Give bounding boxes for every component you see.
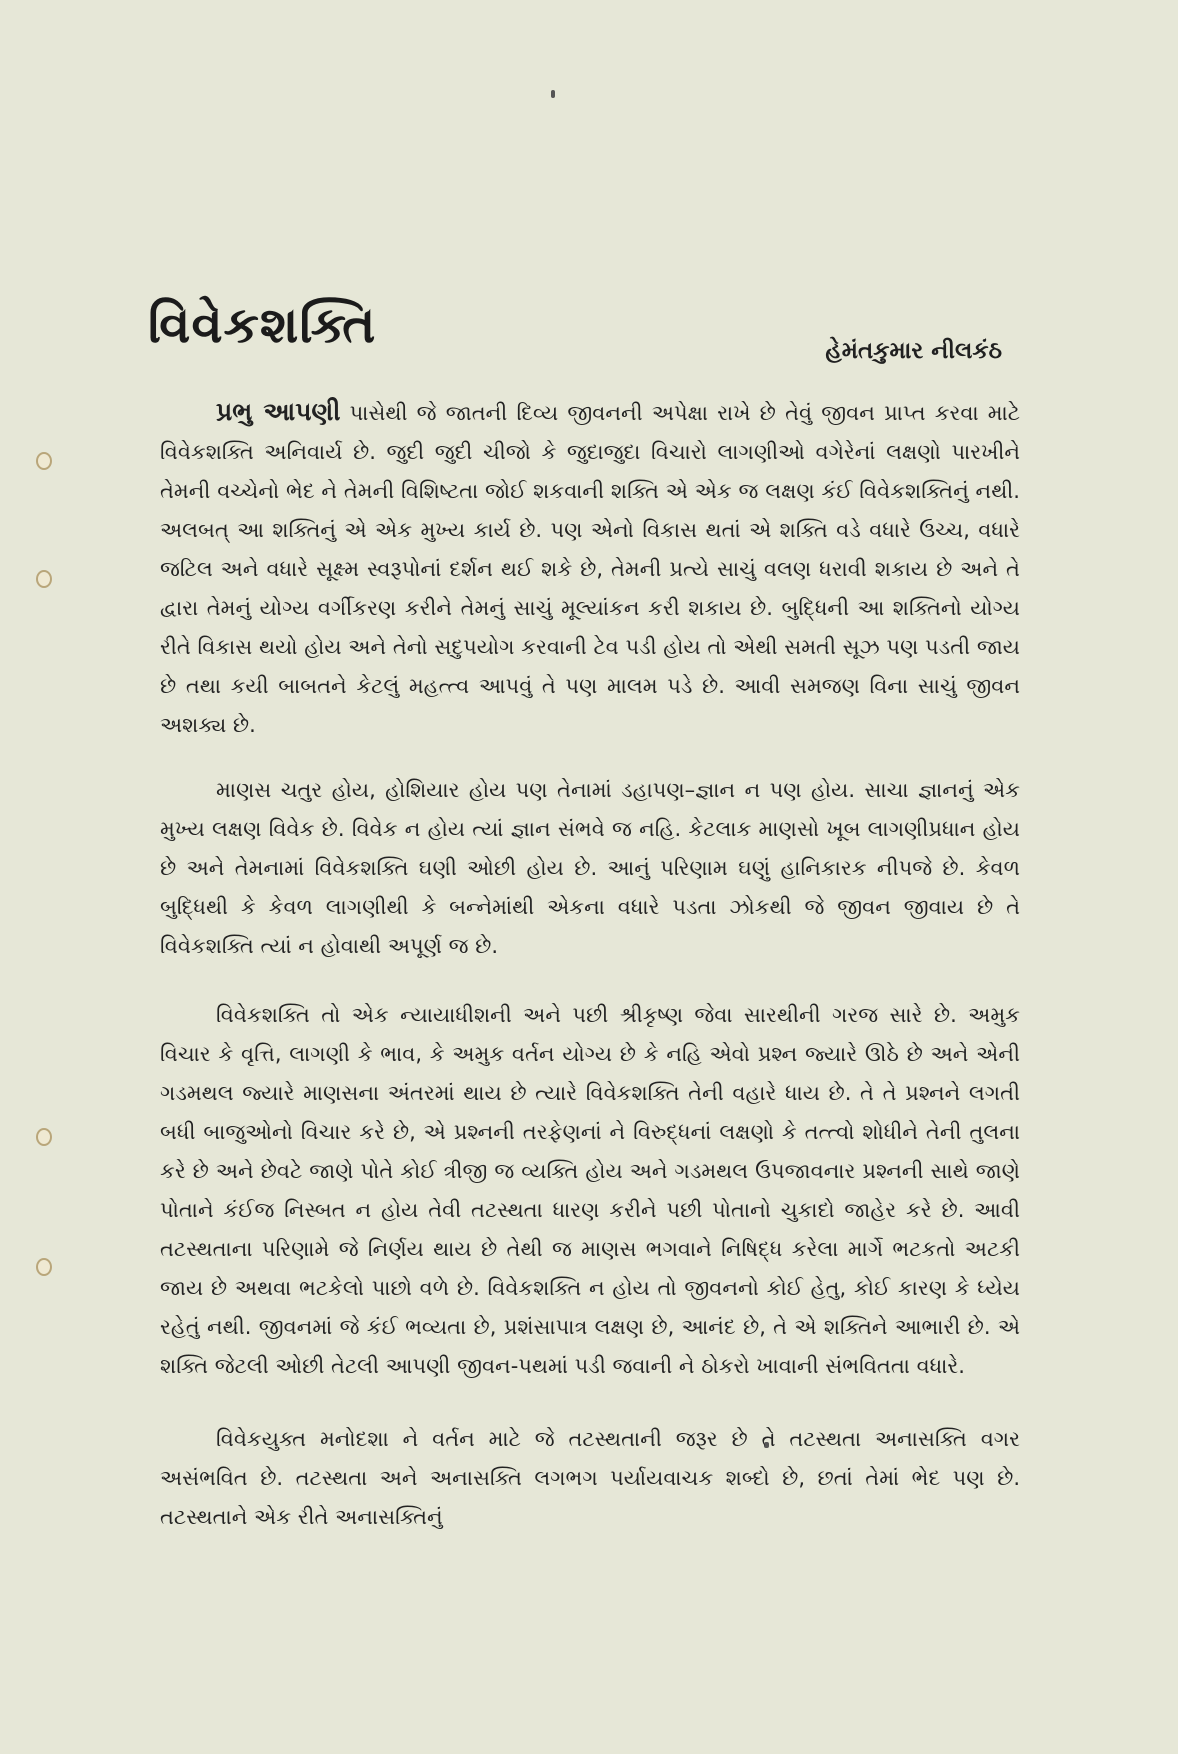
paragraph-1 — [160, 392, 1020, 745]
article-title: વિવેકશક્તિ — [148, 295, 377, 354]
paragraph-text: પાસેથી જે જાતની દિવ્ય જીવનની અપેક્ષા રાખે છે તેવું જીવન પ્રાપ્ત કરવા માટે વિવેકશક્તિ અનિવાર્ય છે. જુદી જુદી ચીજો કે જુદાજુદા વિચારો લાગણીઓ વગેરેનાં લક્ષણો પારખીને તેમની વચ્ચેનો ભેદ ને તેમની વિશિષ્ટતા જોઈ શકવાની શક્તિ એ એક જ લક્ષણ કંઈ વિવેકશક્તિનું નથી. અલબત્ આ શક્તિનું એ એક મુખ્ય કાર્ય છે. પણ એનો વિકાસ થતાં એ શક્તિ વડે વધારે ઉચ્ચ, વધારે જટિલ અને વધારે સૂક્ષ્મ સ્વરૂપોનાં દર્શન થઈ શકે છે, તેમની પ્રત્યે સાચું વલણ ધરાવી શકાય છે અને તે દ્વારા તેમનું યોગ્ય વર્ગીકરણ કરીને તેમનું સાચું મૂલ્યાંકન કરી શકાય છે. બુદ્ધિની આ શક્તિનો યોગ્ય રીતે વિકાસ થયો હોય અને તેનો સદુપયોગ કરવાની ટેવ પડી હોય તો એથી સમતી સૂઝ પણ પડતી જાય છે તથા કયી બાબતને કેટલું મહત્ત્વ આપવું તે પણ માલમ પડે છે. આવી સમજણ વિના સાચું જીવન અશક્ય છે. — [160, 401, 1020, 737]
binding-hole — [36, 1258, 52, 1276]
paragraph-text: વિવેકયુક્ત મનોદશા ને વર્તન માટે જે તટસ્થતાની જરૂર છે તે તટસ્થતા અનાસક્તિ વગર અસંભવિત છે. તટસ્થતા અને અનાસક્તિ લગભગ પર્યાયવાચક શબ્દો છે, છતાં તેમાં ભેદ પણ છે. તટસ્થતાને એક રીતે અનાસક્તિનું — [160, 1427, 1020, 1529]
binding-hole — [36, 1128, 52, 1146]
binding-hole — [36, 570, 52, 588]
ink-speck — [551, 90, 555, 98]
paragraph-3 — [160, 996, 1020, 1386]
paragraph-lead: પ્રભુ આપણી — [216, 397, 341, 426]
paragraph-text: માણસ ચતુર હોય, હોશિયાર હોય પણ તેનામાં ડહાપણ–જ્ઞાન ન પણ હોય. સાચા જ્ઞાનનું એક મુખ્ય લક્ષણ વિવેક છે. વિવેક ન હોય ત્યાં જ્ઞાન સંભવે જ નહિ. કેટલાક માણસો ખૂબ લાગણીપ્રધાન હોય છે અને તેમનામાં વિવેકશક્તિ ઘણી ઓછી હોય છે. આનું પરિણામ ઘણું હાનિકારક નીપજે છે. કેવળ બુદ્ધિથી કે કેવળ લાગણીથી કે બન્નેમાંથી એકના વધારે પડતા ઝોકથી જે જીવન જીવાય છે તે વિવેકશક્તિ ત્યાં ન હોવાથી અપૂર્ણ જ છે. — [160, 778, 1020, 958]
binding-hole — [36, 452, 52, 470]
article-body — [160, 392, 1020, 1537]
paragraph-2 — [160, 771, 1020, 966]
paragraph-text: વિવેકશક્તિ તો એક ન્યાયાધીશની અને પછી શ્રીકૃષ્ણ જેવા સારથીની ગરજ સારે છે. અમુક વિચાર કે વૃત્તિ, લાગણી કે ભાવ, કે અમુક વર્તન યોગ્ય છે કે નહિ એવો પ્રશ્ન જ્યારે ઊઠે છે અને એની ગડમથલ જ્યારે માણસના અંતરમાં થાય છે ત્યારે વિવેકશક્તિ તેની વહારે ધાય છે. તે તે પ્રશ્નને લગતી બધી બાજુઓનો વિચાર કરે છે, એ પ્રશ્નની તરફેણનાં ને વિરુદ્ધનાં લક્ષણો કે તત્ત્વો શોધીને તેની તુલના કરે છે અને છેવટે જાણે પોતે કોઈ ત્રીજી જ વ્યક્તિ હોય અને ગડમથલ ઉપજાવનાર પ્રશ્નની સાથે જાણે પોતાને કંઈજ નિસ્બત ન હોય તેવી તટસ્થતા ધારણ કરીને પછી પોતાનો ચુકાદો જાહેર કરે છે. આવી તટસ્થતાના પરિણામે જે નિર્ણય થાય છે તેથી જ માણસ ભગવાને નિષિદ્ધ કરેલા માર્ગે ભટકતો અટકી જાય છે અથવા ભટકેલો પાછો વળે છે. વિવેકશક્તિ ન હોય તો જીવનનો કોઈ હેતુ, કોઈ કારણ કે ધ્યેય રહેતું નથી. જીવનમાં જે કંઈ ભવ્યતા છે, પ્રશંસાપાત્ર લક્ષણ છે, આનંદ છે, તે એ શક્તિને આભારી છે. એ શક્તિ જેટલી ઓછી તેટલી આપણી જીવન-પથમાં પડી જવાની ને ઠોકરો ખાવાની સંભવિતતા વધારે. — [160, 1003, 1020, 1378]
paragraph-4 — [160, 1420, 1020, 1537]
author-name: હેમંતકુમાર નીલકંઠ — [825, 338, 1002, 364]
